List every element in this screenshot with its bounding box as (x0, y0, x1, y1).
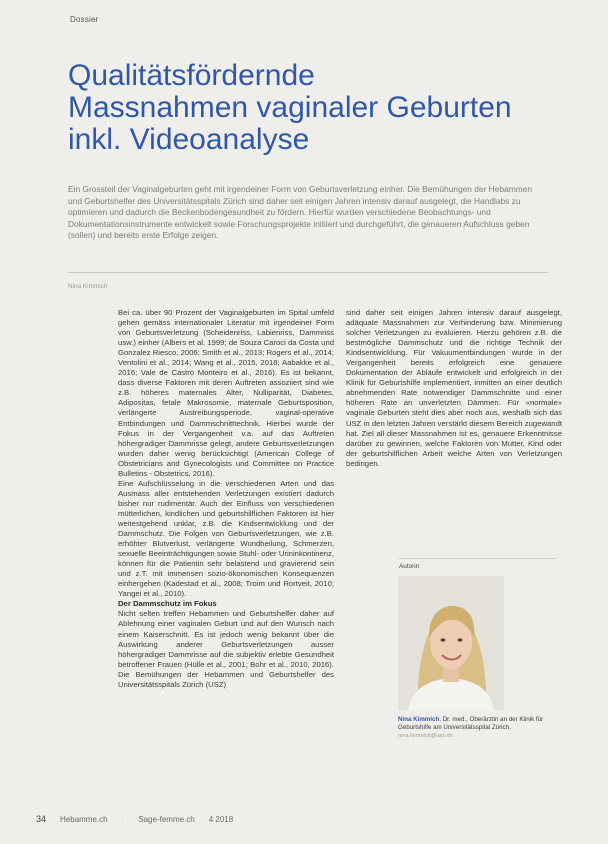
author-divider (398, 558, 556, 559)
page-number: 34 (36, 814, 47, 824)
title-line-1: Qualitätsfördernde (68, 59, 315, 92)
paragraph: Nicht selten treffen Hebammen und Geburtshelfer daher auf Ablehnung einer vaginalen Geburt und auf den Wunsch nach einem Kaiserschnitt. Es ist jedoch wenig bekannt über die Auswirkung anderer Geburtsverletzungen ausser höhergradiger Dammrisse auf die subjektiv erlebte Gesundheit betroffener Frauen (Hülle et al., 2001; Bohr et al., 2010, 2016). Die Bemühungen der Hebammen und Geburtshelfer des Universitätsspitals Zürich (USZ) (118, 609, 334, 689)
title-line-3: inkl. Videoanalyse (68, 123, 310, 156)
byline: Nina Kimmich (68, 283, 108, 290)
issue-number: 4 2018 (208, 814, 234, 824)
lead-divider (68, 272, 548, 273)
author-name: Nina Kimmich (398, 716, 440, 723)
page-footer (36, 814, 233, 824)
journal-name: Hebamme.ch (60, 814, 108, 824)
author-photo (398, 576, 504, 710)
author-portrait-icon (398, 576, 504, 710)
journal-name-fr: Sage-femme.ch (138, 814, 195, 824)
paragraph: Bei ca. über 90 Prozent der Vaginalgeburten im Spital umfeld gehen gemäss internationaler Literatur mit irgendeiner Form von Geburtsverletzung (Scheidenriss, Labienriss, Dammriss usw.) einher (Albers et al. 1999; de Souza Caroci da Costa und Gonzalez Riesco, 2006; Smith et al., 2013; Rogers et al., 2014; Ventolini et al., 2014; Wang et al., 2015, 2018; Aabakke et al., 2016; Vale de Castro Monteiro et al., 2016). Es ist bekannt, dass diverse Faktoren mit deren Auftreten assoziiert sind wie z.B. höheres maternales Alter, Nulliparität, Diabetes, Adipositas, fetale Makrosomie, maternale Geburtsposition, verlängerte Austreibungsperiode, vaginal-operative Entbindungen und Dammschnitttechnik. Hierbei wurde der Fokus in der Vergangenheit v.a. auf das Auftreten höhergradiger Dammrisse gelegt, andere Geburtsverletzungen wurden daher wenig berücksichtigt (American College of Obstetricians and Gynecologists und Committee on Practice Bulletins - Obstetrics, 2016). (118, 308, 334, 478)
subheading: Der Dammschutz im Fokus (118, 599, 217, 609)
author-caption (398, 716, 558, 741)
author-label: Autorin (399, 563, 420, 570)
article-title (68, 60, 548, 156)
title-line-2: Massnahmen vaginaler Geburten (68, 91, 512, 124)
paragraph: sind daher seit einigen Jahren intensiv darauf ausgelegt, adäquate Massnahmen zur Verhinderung bzw. Minimierung solcher Verletzungen zu evaluieren. Hierzu gehören z.B. die bestmögliche Dammschutz und die richtige Technik der Kindsentwicklung. Für Vakuumentbindungen wurde in der Vergangenheit bereits erfolgreich eine genauere Dokumentation der Abläufe entwickelt und erfolgreich in der Klinik für Geburtshilfe implementiert, inmitten an einer deutlich abnehmenden Rate notwendiger Dammschnitte und einer höheren Rate an unverletzten Dämmen. Für «normale» vaginale Geburten steht dies aber noch aus, weshalb sich das USZ in den letzten Jahren verstärkt diesem Bereich zugewandt hat. Ziel all dieser Massnahmen ist es, genauere Erkenntnisse darüber zu gewinnen, welche Faktoren von Mutter, Kind oder der geburtshilflichen Arbeit welche Arten von Verletzungen bedingen. (346, 308, 562, 468)
article-lead: Ein Grossteil der Vaginalgeburten geht mit irgendeiner Form von Geburtsverletzung einher. Die Bemühungen der Hebammen und Geburtshelfer des Universitätsspitals Zürich sind daher seit einigen Jahren intensiv darauf ausgelegt, die Handlabs zu optimieren und dadurch die Beckenbodengesundheit zu fördern. Hierfür wurden verschiedene Beobachtungs- und Dokumentationsinstrumente entwickelt sowie Forschungsprojekte initiiert und durchgeführt, die genaueren Aufschluss geben (sollen) und bereits erste Erfolge zeigen. (68, 184, 532, 241)
author-description: , Dr. med., Oberärztin an der Klinik für Geburtshilfe am Universitätsspital Zürich. (398, 716, 544, 732)
section-label: Dossier (70, 15, 99, 24)
paragraph: Eine Aufschlüsselung in die verschiedenen Arten und das Ausmass aller entstehenden Verletzungen existiert dadurch bisher nur rudimentär. Auch der Einfluss von verschiedenen mütterlichen, kindlichen und geburtshilflichen Faktoren ist hier weitestgehend unklar, z.B. die Kindsentwicklung und der Dammschutz. Die Folgen von Geburtsverletzungen, wie z.B. erhöhter Blutverlust, verlängerte Wundheilung, Schmerzen, sexuelle Beeinträchtigungen sowie Stuhl- oder Urininkontinenz, können für die Patientin sehr belastend und gravierend sein und z.T. mit immensen sozio-ökonomischen Konsequenzen einhergehen (Kadestad et al., 2008; Troim und Rortveit, 2010; Yangei et al., 2010). (118, 478, 334, 599)
footer-separator: · (121, 814, 125, 824)
author-email: nina.kimmich@usz.ch (398, 733, 453, 740)
body-column-left (118, 308, 334, 690)
body-column-right (346, 308, 562, 469)
